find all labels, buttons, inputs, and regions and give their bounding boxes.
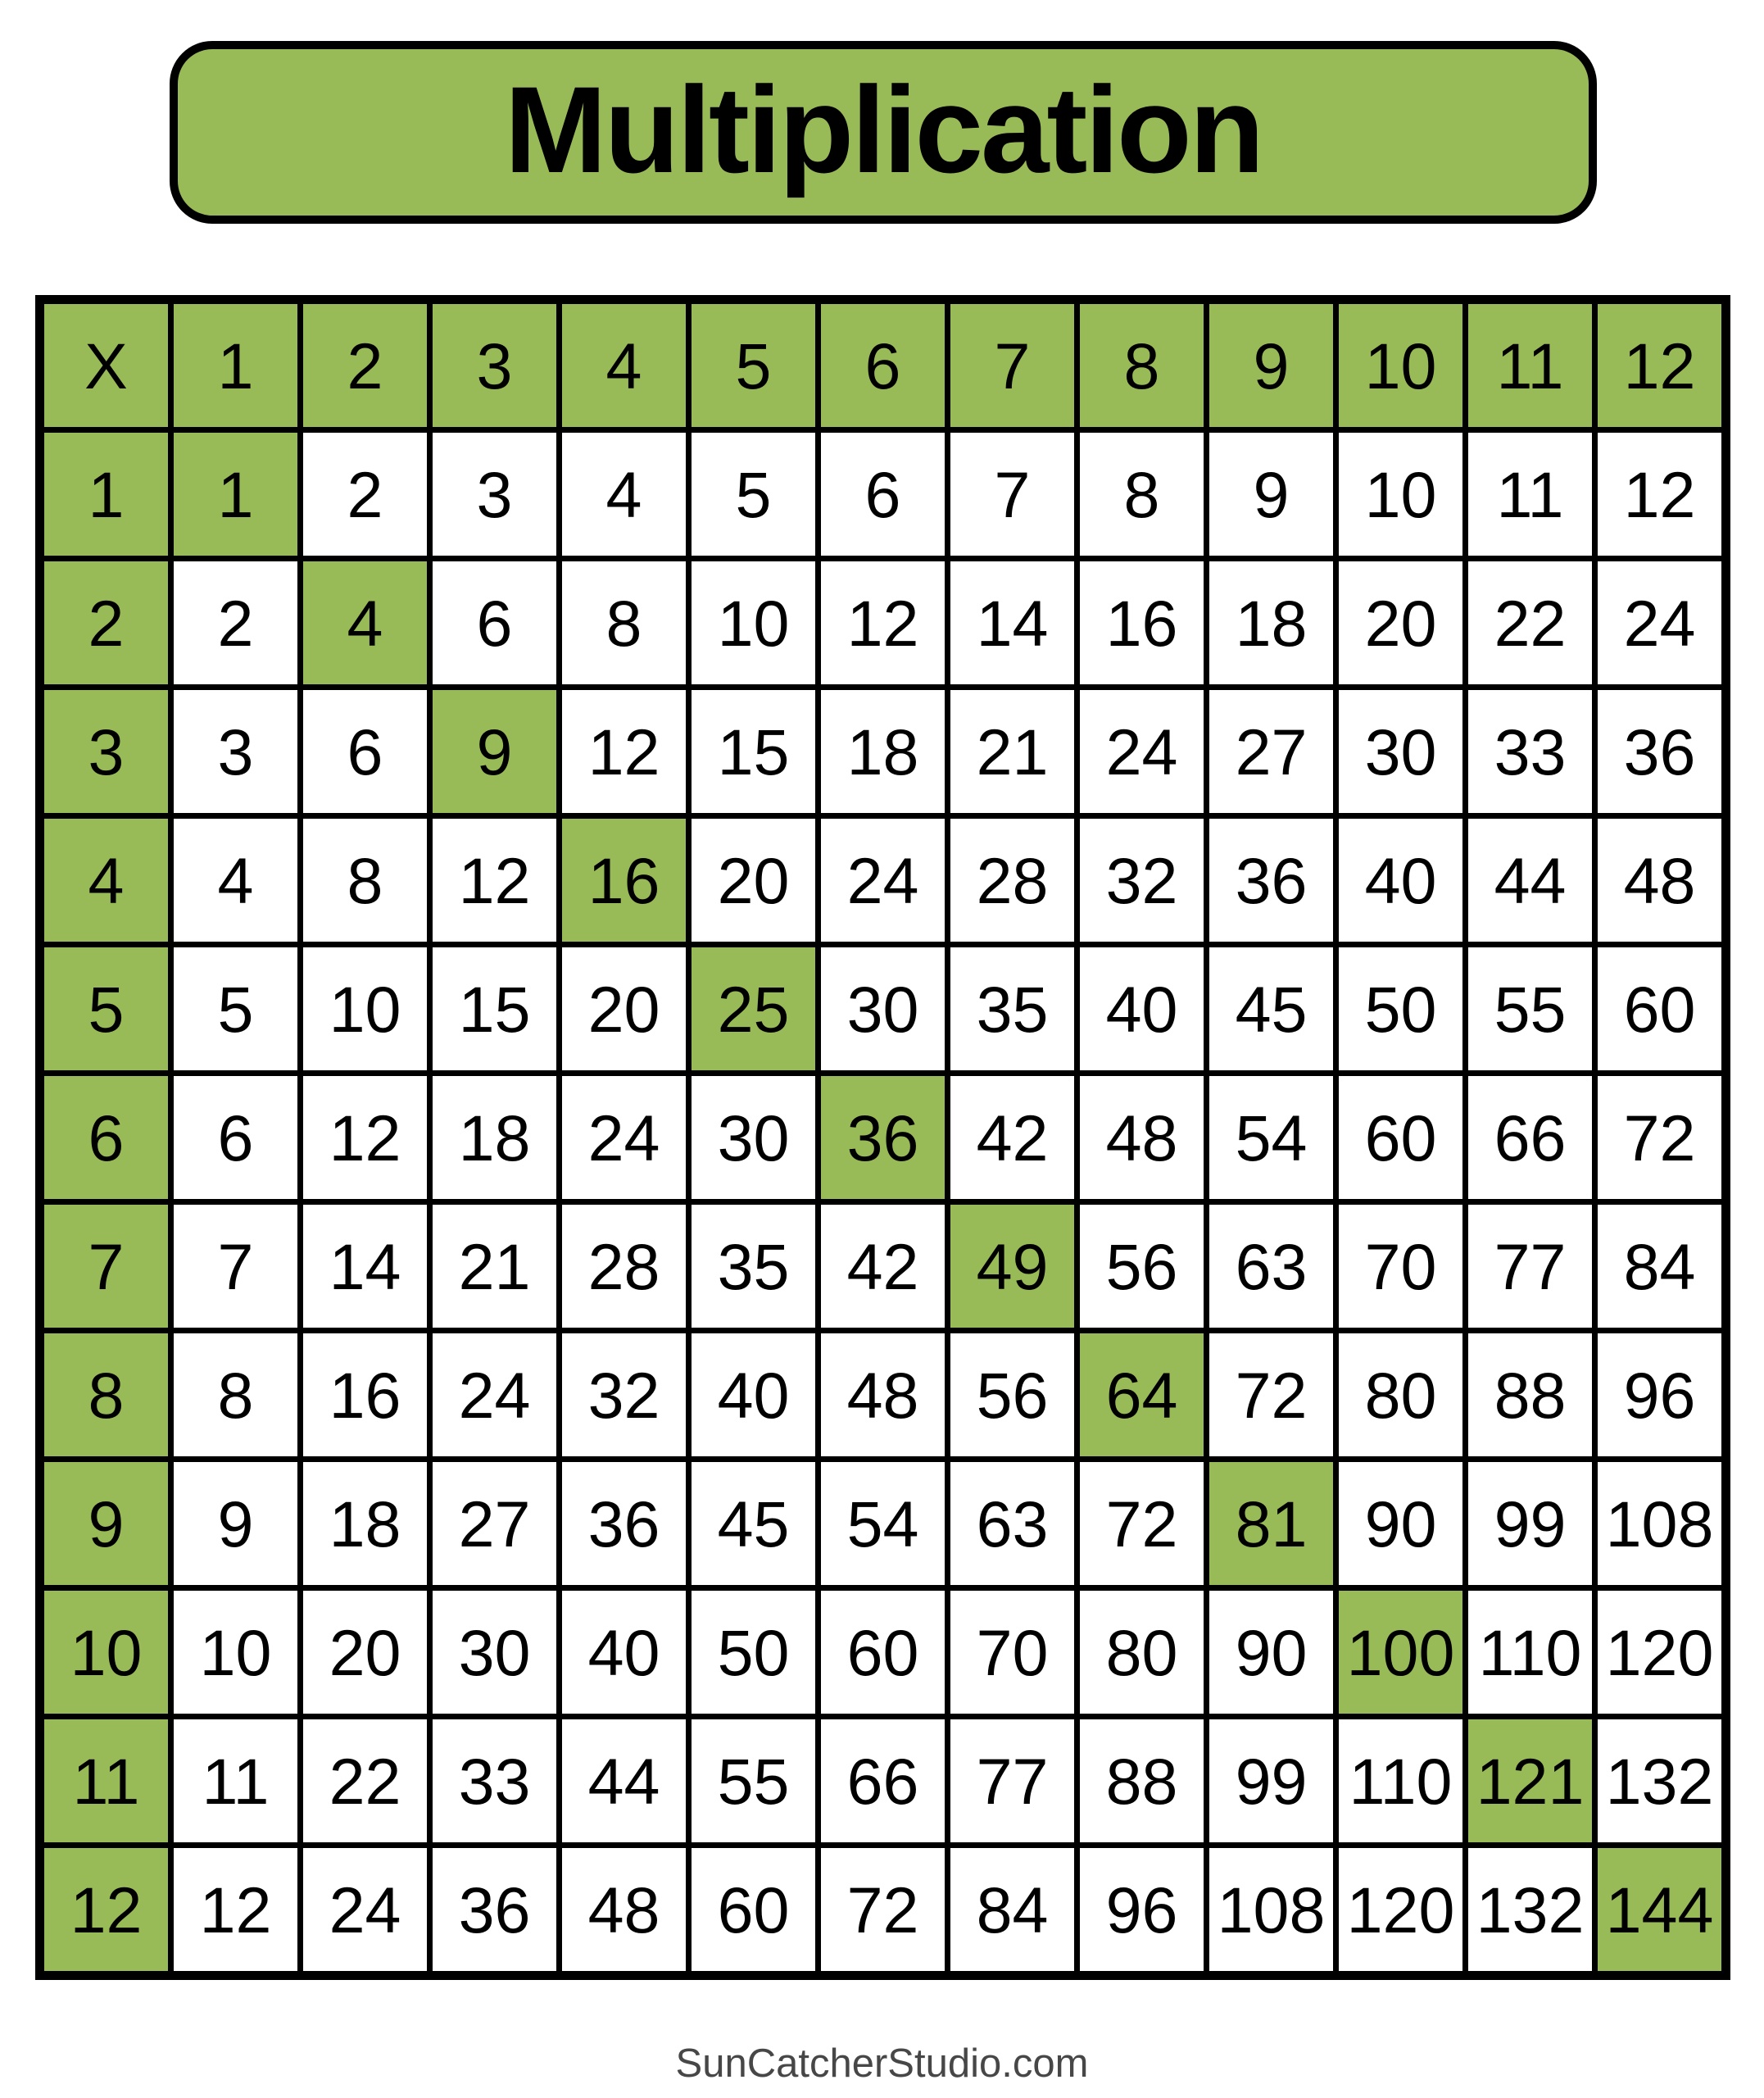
page-title: Multiplication — [504, 60, 1263, 198]
product-cell: 10 — [692, 561, 815, 684]
product-cell: 18 — [821, 690, 945, 813]
product-cell: 48 — [562, 1848, 686, 1971]
product-cell: 40 — [1080, 947, 1204, 1070]
product-cell: 30 — [433, 1591, 556, 1714]
column-header-cell: 5 — [692, 304, 815, 427]
product-cell: 60 — [1339, 1076, 1462, 1199]
product-cell: 24 — [433, 1333, 556, 1456]
product-cell: 18 — [433, 1076, 556, 1199]
column-header-cell: 9 — [1209, 304, 1333, 427]
diagonal-square-cell: 64 — [1080, 1333, 1204, 1456]
product-cell: 8 — [562, 561, 686, 684]
product-cell: 56 — [1080, 1205, 1204, 1328]
diagonal-square-cell: 4 — [303, 561, 427, 684]
product-cell: 88 — [1468, 1333, 1592, 1456]
product-cell: 20 — [303, 1591, 427, 1714]
row-header-cell: 11 — [44, 1719, 168, 1842]
diagonal-square-cell: 100 — [1339, 1591, 1462, 1714]
product-cell: 36 — [1598, 690, 1721, 813]
product-cell: 2 — [174, 561, 297, 684]
column-header-cell: 12 — [1598, 304, 1721, 427]
title-banner — [170, 41, 1597, 224]
product-cell: 96 — [1598, 1333, 1721, 1456]
product-cell: 18 — [1209, 561, 1333, 684]
product-cell: 50 — [692, 1591, 815, 1714]
product-cell: 70 — [1339, 1205, 1462, 1328]
product-cell: 120 — [1598, 1591, 1721, 1714]
column-header-cell: 2 — [303, 304, 427, 427]
product-cell: 120 — [1339, 1848, 1462, 1971]
multiplication-table — [35, 295, 1730, 1980]
product-cell: 12 — [433, 819, 556, 942]
product-cell: 2 — [303, 433, 427, 556]
product-cell: 72 — [1598, 1076, 1721, 1199]
product-cell: 50 — [1339, 947, 1462, 1070]
product-cell: 6 — [821, 433, 945, 556]
product-cell: 60 — [692, 1848, 815, 1971]
diagonal-square-cell: 121 — [1468, 1719, 1592, 1842]
diagonal-square-cell: 49 — [950, 1205, 1074, 1328]
product-cell: 12 — [1598, 433, 1721, 556]
column-header-cell: 6 — [821, 304, 945, 427]
diagonal-square-cell: 144 — [1598, 1848, 1721, 1971]
product-cell: 8 — [1080, 433, 1204, 556]
product-cell: 96 — [1080, 1848, 1204, 1971]
product-cell: 90 — [1339, 1462, 1462, 1585]
product-cell: 36 — [1209, 819, 1333, 942]
product-cell: 45 — [1209, 947, 1333, 1070]
product-cell: 15 — [692, 690, 815, 813]
product-cell: 11 — [1468, 433, 1592, 556]
product-cell: 22 — [303, 1719, 427, 1842]
product-cell: 60 — [821, 1591, 945, 1714]
product-cell: 4 — [562, 433, 686, 556]
product-cell: 35 — [692, 1205, 815, 1328]
product-cell: 33 — [1468, 690, 1592, 813]
row-header-cell: 7 — [44, 1205, 168, 1328]
product-cell: 72 — [821, 1848, 945, 1971]
diagonal-square-cell: 1 — [174, 433, 297, 556]
product-cell: 12 — [562, 690, 686, 813]
product-cell: 99 — [1468, 1462, 1592, 1585]
product-cell: 42 — [821, 1205, 945, 1328]
product-cell: 3 — [174, 690, 297, 813]
product-cell: 77 — [950, 1719, 1074, 1842]
product-cell: 42 — [950, 1076, 1074, 1199]
product-cell: 88 — [1080, 1719, 1204, 1842]
product-cell: 108 — [1209, 1848, 1333, 1971]
product-cell: 6 — [174, 1076, 297, 1199]
row-header-cell: 5 — [44, 947, 168, 1070]
product-cell: 15 — [433, 947, 556, 1070]
product-cell: 27 — [433, 1462, 556, 1585]
product-cell: 24 — [562, 1076, 686, 1199]
product-cell: 9 — [174, 1462, 297, 1585]
row-header-cell: 1 — [44, 433, 168, 556]
product-cell: 44 — [562, 1719, 686, 1842]
column-header-cell: 10 — [1339, 304, 1462, 427]
product-cell: 24 — [821, 819, 945, 942]
product-cell: 30 — [692, 1076, 815, 1199]
product-cell: 30 — [1339, 690, 1462, 813]
product-cell: 56 — [950, 1333, 1074, 1456]
product-cell: 40 — [562, 1591, 686, 1714]
product-cell: 30 — [821, 947, 945, 1070]
product-cell: 66 — [821, 1719, 945, 1842]
product-cell: 72 — [1209, 1333, 1333, 1456]
column-header-cell: 11 — [1468, 304, 1592, 427]
product-cell: 28 — [562, 1205, 686, 1328]
product-cell: 45 — [692, 1462, 815, 1585]
product-cell: 20 — [1339, 561, 1462, 684]
row-header-cell: 10 — [44, 1591, 168, 1714]
product-cell: 20 — [562, 947, 686, 1070]
product-cell: 54 — [821, 1462, 945, 1585]
product-cell: 55 — [1468, 947, 1592, 1070]
product-cell: 9 — [1209, 433, 1333, 556]
product-cell: 24 — [1080, 690, 1204, 813]
product-cell: 10 — [174, 1591, 297, 1714]
product-cell: 21 — [433, 1205, 556, 1328]
product-cell: 20 — [692, 819, 815, 942]
product-cell: 63 — [1209, 1205, 1333, 1328]
row-header-cell: 4 — [44, 819, 168, 942]
product-cell: 32 — [1080, 819, 1204, 942]
product-cell: 21 — [950, 690, 1074, 813]
diagonal-square-cell: 25 — [692, 947, 815, 1070]
product-cell: 84 — [950, 1848, 1074, 1971]
product-cell: 54 — [1209, 1076, 1333, 1199]
product-cell: 48 — [821, 1333, 945, 1456]
product-cell: 5 — [692, 433, 815, 556]
product-cell: 27 — [1209, 690, 1333, 813]
product-cell: 36 — [433, 1848, 556, 1971]
product-cell: 36 — [562, 1462, 686, 1585]
column-header-cell: 8 — [1080, 304, 1204, 427]
column-header-cell: 7 — [950, 304, 1074, 427]
product-cell: 77 — [1468, 1205, 1592, 1328]
column-header-cell: 1 — [174, 304, 297, 427]
product-cell: 7 — [174, 1205, 297, 1328]
product-cell: 12 — [821, 561, 945, 684]
product-cell: 33 — [433, 1719, 556, 1842]
row-header-cell: 2 — [44, 561, 168, 684]
product-cell: 8 — [303, 819, 427, 942]
corner-cell: X — [44, 304, 168, 427]
product-cell: 66 — [1468, 1076, 1592, 1199]
product-cell: 32 — [562, 1333, 686, 1456]
product-cell: 11 — [174, 1719, 297, 1842]
product-cell: 132 — [1598, 1719, 1721, 1842]
product-cell: 48 — [1598, 819, 1721, 942]
product-cell: 40 — [1339, 819, 1462, 942]
product-cell: 132 — [1468, 1848, 1592, 1971]
product-cell: 10 — [303, 947, 427, 1070]
product-cell: 12 — [174, 1848, 297, 1971]
product-cell: 72 — [1080, 1462, 1204, 1585]
product-cell: 60 — [1598, 947, 1721, 1070]
product-cell: 28 — [950, 819, 1074, 942]
product-cell: 55 — [692, 1719, 815, 1842]
product-cell: 48 — [1080, 1076, 1204, 1199]
product-cell: 4 — [174, 819, 297, 942]
product-cell: 3 — [433, 433, 556, 556]
product-cell: 110 — [1339, 1719, 1462, 1842]
product-cell: 16 — [1080, 561, 1204, 684]
product-cell: 24 — [1598, 561, 1721, 684]
product-cell: 12 — [303, 1076, 427, 1199]
product-cell: 7 — [950, 433, 1074, 556]
column-header-cell: 4 — [562, 304, 686, 427]
product-cell: 70 — [950, 1591, 1074, 1714]
product-cell: 110 — [1468, 1591, 1592, 1714]
product-cell: 16 — [303, 1333, 427, 1456]
diagonal-square-cell: 81 — [1209, 1462, 1333, 1585]
product-cell: 40 — [692, 1333, 815, 1456]
diagonal-square-cell: 36 — [821, 1076, 945, 1199]
product-cell: 90 — [1209, 1591, 1333, 1714]
product-cell: 10 — [1339, 433, 1462, 556]
product-cell: 44 — [1468, 819, 1592, 942]
product-cell: 35 — [950, 947, 1074, 1070]
product-cell: 18 — [303, 1462, 427, 1585]
product-cell: 80 — [1339, 1333, 1462, 1456]
product-cell: 22 — [1468, 561, 1592, 684]
product-cell: 80 — [1080, 1591, 1204, 1714]
product-cell: 14 — [303, 1205, 427, 1328]
product-cell: 108 — [1598, 1462, 1721, 1585]
product-cell: 84 — [1598, 1205, 1721, 1328]
column-header-cell: 3 — [433, 304, 556, 427]
diagonal-square-cell: 9 — [433, 690, 556, 813]
footer-credit: SunCatcherStudio.com — [675, 2041, 1089, 2086]
product-cell: 14 — [950, 561, 1074, 684]
product-cell: 5 — [174, 947, 297, 1070]
row-header-cell: 9 — [44, 1462, 168, 1585]
product-cell: 6 — [433, 561, 556, 684]
row-header-cell: 3 — [44, 690, 168, 813]
product-cell: 24 — [303, 1848, 427, 1971]
product-cell: 8 — [174, 1333, 297, 1456]
product-cell: 6 — [303, 690, 427, 813]
row-header-cell: 8 — [44, 1333, 168, 1456]
row-header-cell: 6 — [44, 1076, 168, 1199]
product-cell: 63 — [950, 1462, 1074, 1585]
diagonal-square-cell: 16 — [562, 819, 686, 942]
product-cell: 99 — [1209, 1719, 1333, 1842]
row-header-cell: 12 — [44, 1848, 168, 1971]
